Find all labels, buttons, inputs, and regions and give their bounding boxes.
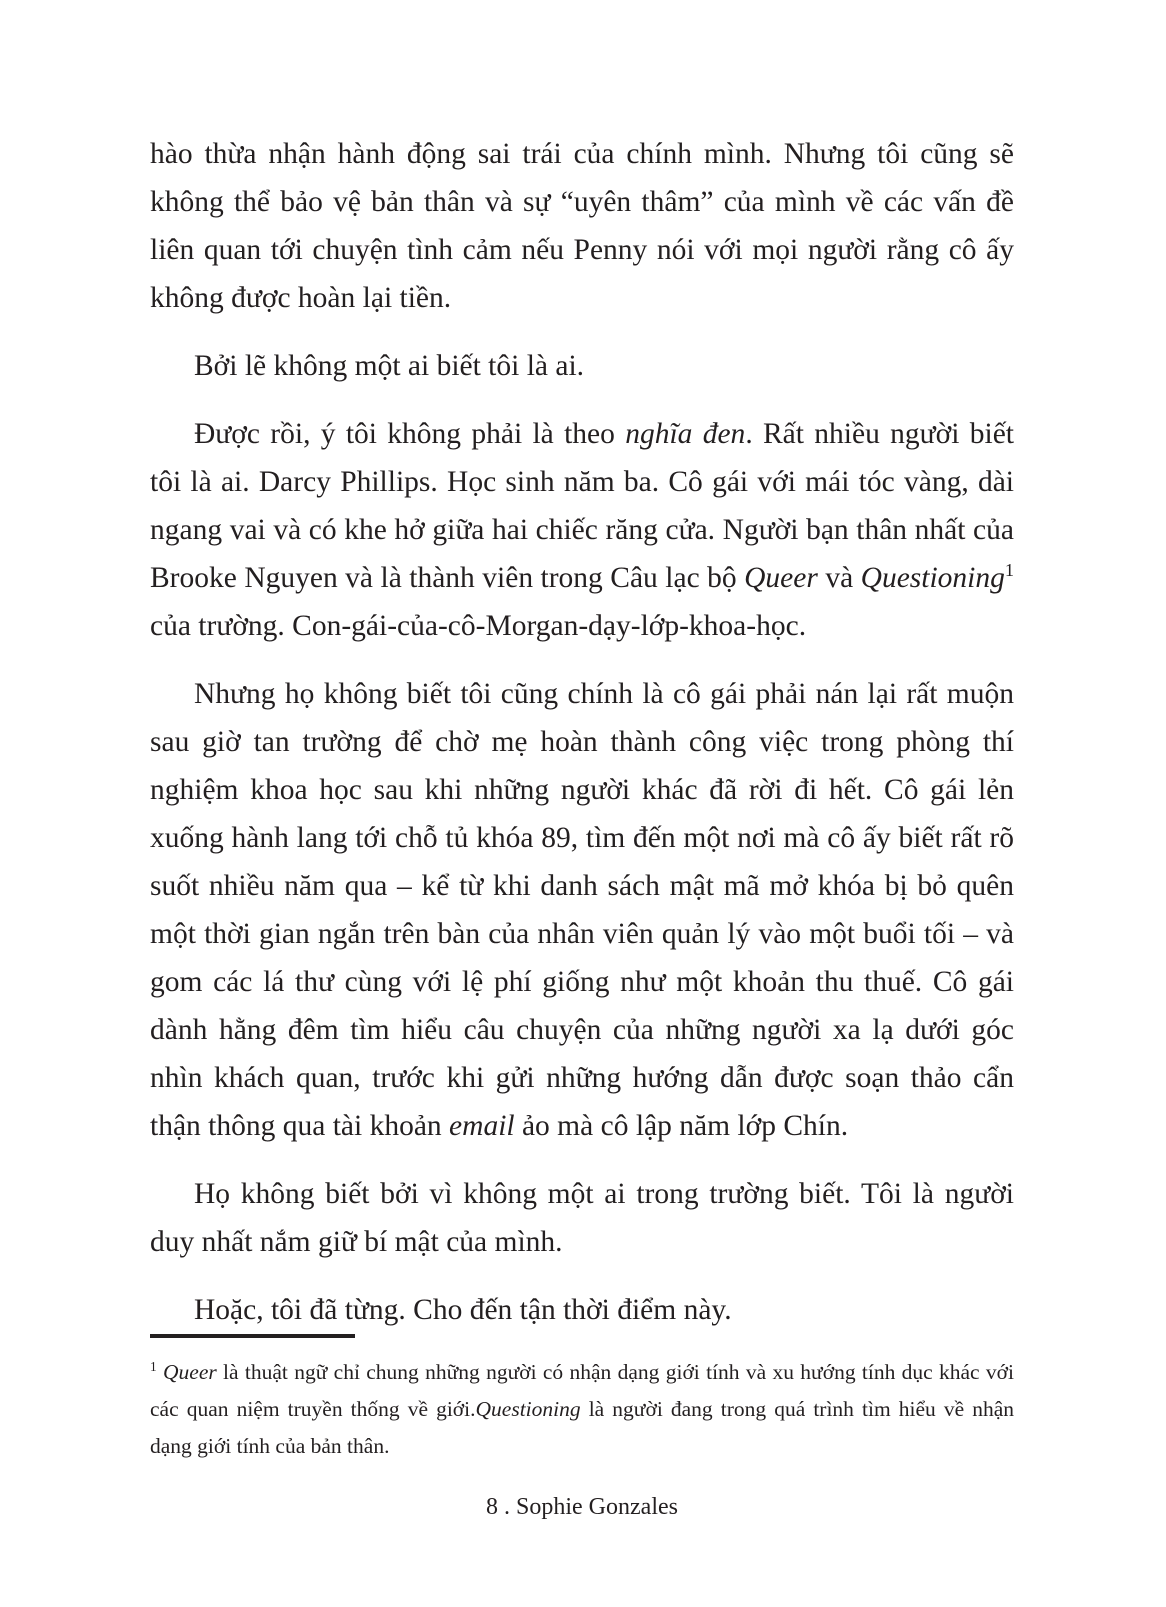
italic-text: email xyxy=(449,1110,515,1142)
paragraph-6 xyxy=(150,1286,1014,1334)
page-number-author: 8 . Sophie Gonzales xyxy=(486,1494,678,1520)
text-run: Bởi lẽ không một ai biết tôi là ai. xyxy=(194,350,585,382)
text-run: và xyxy=(817,562,861,594)
italic-text: Queer xyxy=(163,1360,217,1384)
text-run: là thuật ngữ chỉ chung những người có nhận dạng giới tính và xu hướng tính dục khác với các quan niệm truyền thống về giới. xyxy=(150,1360,1015,1421)
text-run: Hoặc, tôi đã từng. Cho đến tận thời điểm này. xyxy=(194,1294,732,1326)
page-body xyxy=(150,130,1014,1334)
italic-text: nghĩa đen xyxy=(625,418,746,450)
italic-text: Questioning xyxy=(475,1397,581,1421)
text-run: . Rất nhiều người biết tôi là ai. Darcy Phillips. Học sinh năm ba. Cô gái với mái tóc vàng, dài ngang vai và có khe hở giữa hai chiếc răng cửa. Người bạn thân nhất của Brooke Nguyen và là thành viên trong Câu lạc bộ xyxy=(150,418,1014,594)
footnote-divider xyxy=(150,1334,355,1338)
footnote xyxy=(150,1354,1014,1465)
text-run: là người đang trong quá trình tìm hiểu về nhận dạng giới tính của bản thân. xyxy=(150,1397,1015,1458)
footnote-block xyxy=(150,1334,1014,1521)
text-run: Được rồi, ý tôi không phải là theo xyxy=(194,418,626,450)
paragraph-4 xyxy=(150,670,1014,1150)
text-run: ảo mà cô lập năm lớp Chín. xyxy=(514,1110,849,1142)
italic-text: Queer xyxy=(744,562,818,594)
footnote-ref: 1 xyxy=(1004,560,1014,581)
paragraph-2 xyxy=(150,342,1014,390)
text-run: Họ không biết bởi vì không một ai trong trường biết. Tôi là người duy nhất nắm giữ bí mật của mình. xyxy=(150,1178,1014,1258)
italic-text: Questioning xyxy=(860,562,1005,594)
paragraph-5 xyxy=(150,1170,1014,1266)
paragraph-1 xyxy=(150,130,1014,322)
footnote-ref: 1 xyxy=(150,1358,157,1374)
paragraph-3 xyxy=(150,410,1014,650)
page-footer xyxy=(150,1493,1014,1521)
text-run: Nhưng họ không biết tôi cũng chính là cô gái phải nán lại rất muộn sau giờ tan trường để chờ mẹ hoàn thành công việc trong phòng thí nghiệm khoa học sau khi những người khác đã rời đi hết. Cô gái lẻn xuống hành lang tới chỗ tủ khóa 89, tìm đến một nơi mà cô ấy biết rất rõ suốt nhiều năm qua – kể từ khi danh sách mật mã mở khóa bị bỏ quên một thời gian ngắn trên bàn của nhân viên quản lý vào một buổi tối – và gom các lá thư cùng với lệ phí giống như một khoản thu thuế. Cô gái dành hằng đêm tìm hiểu câu chuyện của những người xa lạ dưới góc nhìn khách quan, trước khi gửi những hướng dẫn được soạn thảo cẩn thận thông qua tài khoản xyxy=(150,678,1014,1142)
text-run: hào thừa nhận hành động sai trái của chính mình. Nhưng tôi cũng sẽ không thể bảo vệ bản thân và sự “uyên thâm” của mình về các vấn đề liên quan tới chuyện tình cảm nếu Penny nói với mọi người rằng cô ấy không được hoàn lại tiền. xyxy=(150,138,1014,314)
text-run: của trường. Con-gái-của-cô-Morgan-dạy-lớp-khoa-học. xyxy=(150,610,807,642)
